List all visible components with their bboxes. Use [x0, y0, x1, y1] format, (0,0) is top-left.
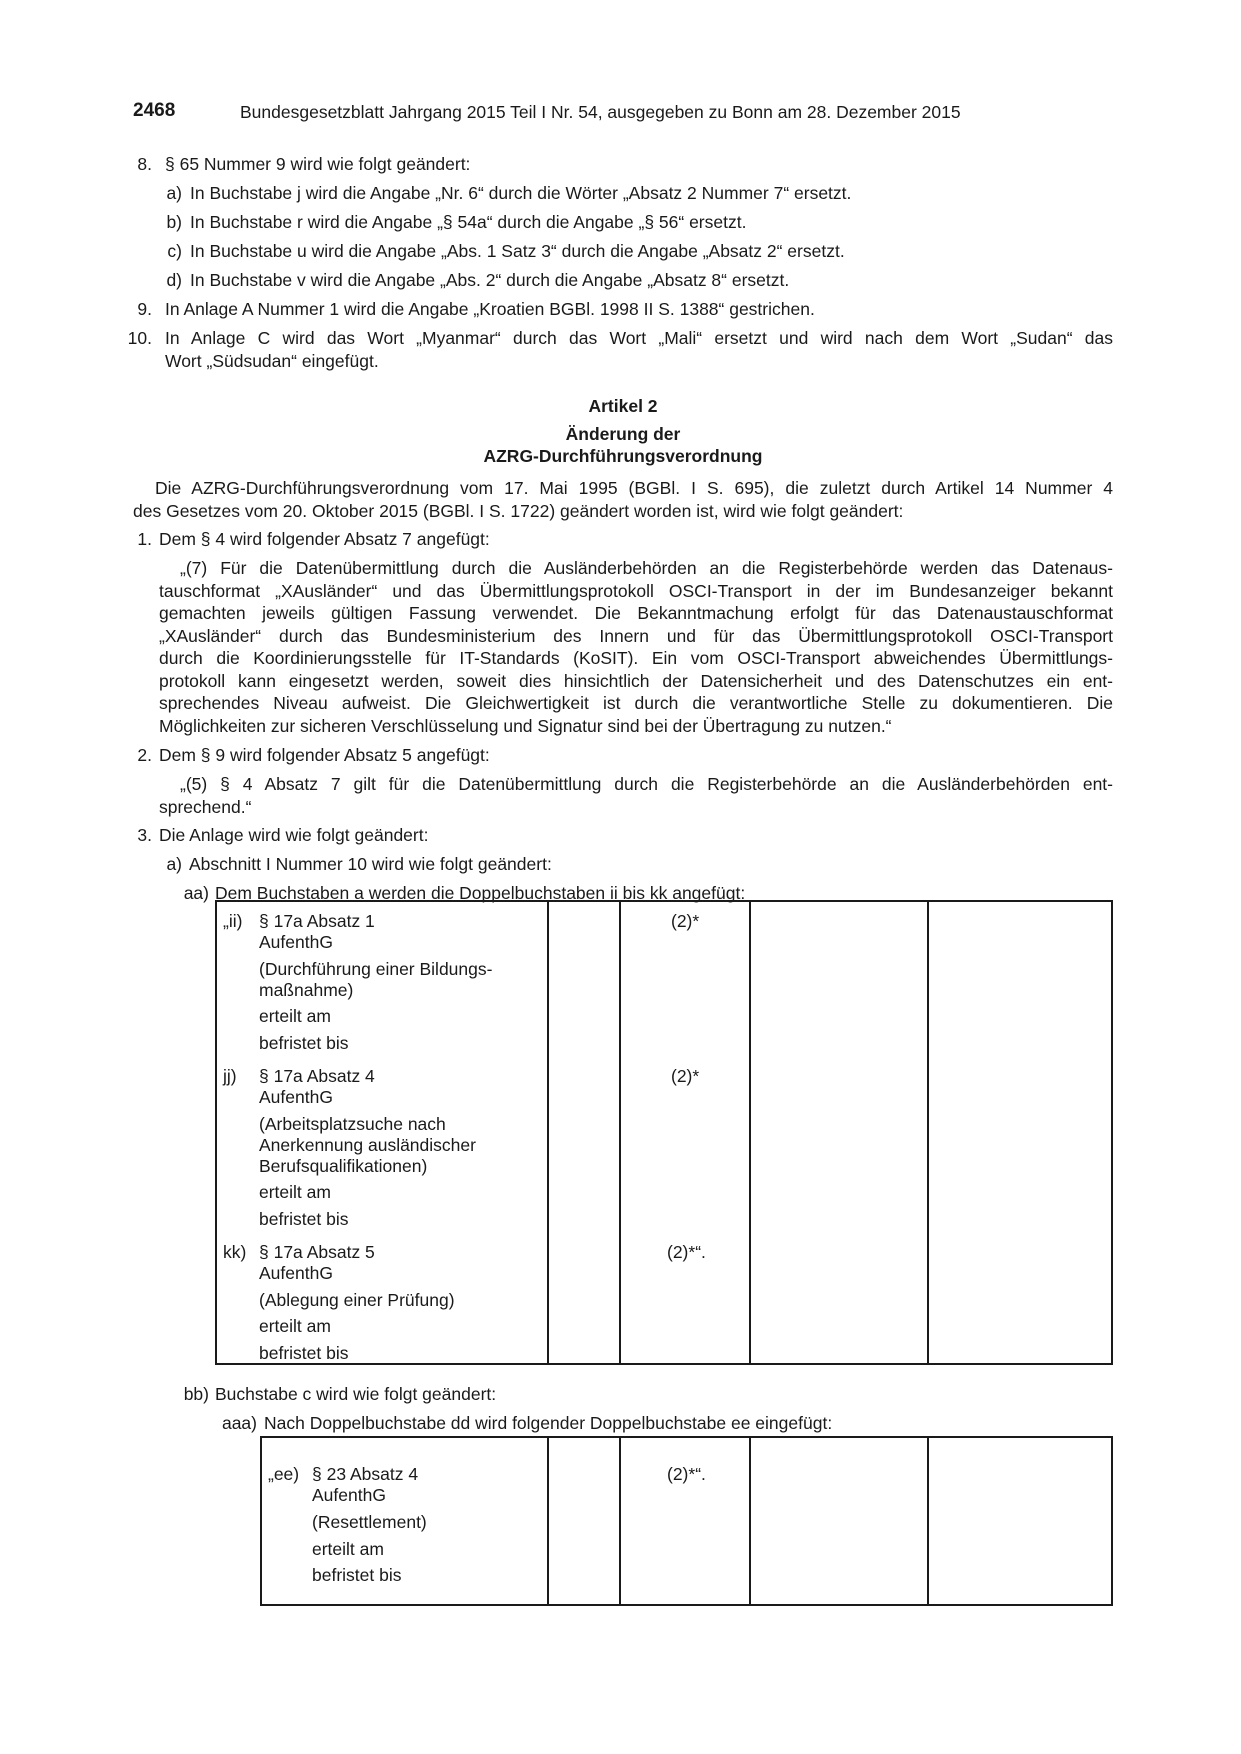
- section-9-text: In Anlage A Nummer 1 wird die Angabe „Kroatien BGBl. 1998 II S. 1388“ gestrichen.: [165, 299, 815, 319]
- entry-jj-desc-3: Berufsqualifikationen): [259, 1156, 428, 1176]
- intro-line-1: Die AZRG-Durchführungsverordnung vom 17. Mai 1995 (BGBl. I S. 695), die zuletzt durch Artikel 14 Nummer 4: [155, 478, 1113, 498]
- section-9-number: 9.: [137, 299, 152, 319]
- quote-line-4: „XAusländer“ durch das Bundesministerium des Innern und für das Übermittlungsprotokoll OSCI-Transport: [159, 625, 1113, 646]
- section-10-line-1: In Anlage C wird das Wort „Myanmar“ durch das Wort „Mali“ ersetzt und wird nach dem Wort „Sudan“ das: [165, 328, 1113, 348]
- entry-kk-desc-1: (Ablegung einer Prüfung): [259, 1290, 455, 1310]
- entry-ii-mark: (2)*: [671, 911, 700, 931]
- intro-line-2: des Gesetzes vom 20. Oktober 2015 (BGBl. I S. 1722) geändert worden ist, wird wie folgt geändert:: [133, 501, 904, 521]
- point-3a-text: Abschnitt I Nummer 10 wird wie folgt geändert:: [189, 854, 552, 874]
- section-8a-label: a): [166, 183, 182, 203]
- section-8b-text: In Buchstabe r wird die Angabe „§ 54a“ durch die Angabe „§ 56“ ersetzt.: [190, 212, 747, 232]
- page-header: [133, 100, 1113, 124]
- section-10-number: 10.: [127, 328, 152, 348]
- entry-jj-line-2: AufenthG: [259, 1087, 333, 1107]
- point-2-text: Dem § 9 wird folgender Absatz 5 angefügt:: [159, 745, 490, 765]
- entry-ee-label: „ee): [268, 1464, 300, 1484]
- entry-jj-issued: erteilt am: [259, 1182, 331, 1202]
- table-2-blank-column-1: [548, 1437, 620, 1605]
- table-2-entry-column: [261, 1437, 548, 1605]
- article-heading: Artikel 2: [588, 396, 658, 416]
- entry-jj-desc-2: Anerkennung ausländischer: [259, 1135, 476, 1155]
- point-3-number: 3.: [137, 825, 152, 845]
- table-1-mark-column: [620, 901, 750, 1364]
- entry-ii-label: „ii): [223, 911, 243, 931]
- point-1-number: 1.: [137, 529, 152, 549]
- entry-kk-issued: erteilt am: [259, 1316, 331, 1336]
- entry-ii-desc-1: (Durchführung einer Bildungs-: [259, 959, 493, 979]
- entry-ii-issued: erteilt am: [259, 1006, 331, 1026]
- point-3bb-text: Buchstabe c wird wie folgt geändert:: [215, 1384, 497, 1404]
- point-2-number: 2.: [137, 745, 152, 765]
- table-doppelbuchstabe-ee: [260, 1436, 1113, 1606]
- table-1-blank-column-1: [548, 901, 620, 1364]
- point-3bb-label: bb): [183, 1384, 209, 1404]
- section-8b-label: b): [166, 212, 182, 232]
- point-3aa-text: Dem Buchstaben a werden die Doppelbuchstaben ii bis kk angefügt:: [215, 883, 746, 903]
- section-8d-label: d): [166, 270, 182, 290]
- entry-ee-line-1: § 23 Absatz 4: [312, 1464, 419, 1484]
- section-8-text: § 65 Nummer 9 wird wie folgt geändert:: [165, 154, 471, 174]
- entry-jj-line-1: § 17a Absatz 4: [259, 1066, 375, 1086]
- article-subheading-2: AZRG-Durchführungsverordnung: [483, 446, 763, 466]
- entry-ee-mark: (2)*“.: [667, 1464, 706, 1484]
- point-3a-label: a): [166, 854, 182, 874]
- entry-kk-label: kk): [223, 1242, 247, 1262]
- section-8c-text: In Buchstabe u wird die Angabe „Abs. 1 Satz 3“ durch die Angabe „Absatz 2“ ersetzt.: [190, 241, 845, 261]
- section-8c-label: c): [167, 241, 182, 261]
- entry-ee-desc-1: (Resettlement): [312, 1512, 427, 1532]
- entry-ee-limited: befristet bis: [312, 1565, 402, 1585]
- entry-kk-line-1: § 17a Absatz 5: [259, 1242, 375, 1262]
- entry-ii-desc-2: maßnahme): [259, 980, 354, 1000]
- section-8a-text: In Buchstabe j wird die Angabe „Nr. 6“ durch die Wörter „Absatz 2 Nummer 7“ ersetzt.: [190, 183, 852, 203]
- entry-kk-limited: befristet bis: [259, 1343, 349, 1363]
- point-1-text: Dem § 4 wird folgender Absatz 7 angefügt:: [159, 529, 490, 549]
- point-2-quote-line-1: „(5) § 4 Absatz 7 gilt für die Datenübermittlung durch die Registerbehörde an die Ausländerbehörden ent-: [180, 774, 1113, 794]
- quote-line-2: tauschformat „XAusländer“ und das Übermittlungsprotokoll OSCI-Transport in der im Bundesanzeiger bekannt: [159, 580, 1113, 601]
- table-2-blank-column-3: [928, 1437, 1112, 1605]
- section-10-line-2: Wort „Südsudan“ eingefügt.: [165, 351, 379, 371]
- table-2-blank-column-2: [750, 1437, 928, 1605]
- quote-line-3: gemachten jeweils gültigen Fassung verwendet. Die Bekanntmachung erfolgt für das Datenaustauschformat: [159, 603, 1113, 623]
- entry-kk-line-2: AufenthG: [259, 1263, 333, 1283]
- section-8-number: 8.: [137, 154, 152, 174]
- entry-kk-mark: (2)*“.: [667, 1242, 706, 1262]
- table-1-blank-column-3: [928, 901, 1112, 1364]
- quote-line-8: Möglichkeiten zur sicheren Verschlüsselung und Signatur sind bei der Übertragung zu nutzen.“: [159, 715, 892, 736]
- quote-line-6: protokoll kann eingesetzt werden, soweit dies hinsichtlich der Datensicherheit und des Datenschutzes ein ent-: [159, 670, 1113, 691]
- table-1-blank-column-2: [750, 901, 928, 1364]
- quote-line-1: „(7) Für die Datenübermittlung durch die Ausländerbehörden an die Registerbehörde werden das Datenaus-: [180, 558, 1113, 578]
- point-3aaa-label: aaa): [221, 1413, 257, 1433]
- entry-jj-mark: (2)*: [671, 1066, 700, 1086]
- entry-jj-label: jj): [223, 1066, 237, 1086]
- entry-jj-limited: befristet bis: [259, 1209, 349, 1229]
- section-8d-text: In Buchstabe v wird die Angabe „Abs. 2“ durch die Angabe „Absatz 8“ ersetzt.: [190, 270, 790, 290]
- page-number: 2468: [133, 100, 176, 121]
- gazette-title: Bundesgesetzblatt Jahrgang 2015 Teil I Nr. 54, ausgegeben zu Bonn am 28. Dezember 2015: [240, 102, 961, 122]
- quote-line-5: durch die Koordinierungsstelle für IT-Standards (KoSIT). Ein vom OSCI-Transport abweichendes Übermittlungs-: [159, 648, 1113, 668]
- entry-ii-line-1: § 17a Absatz 1: [259, 911, 375, 931]
- table-1-entry-column: [216, 901, 548, 1364]
- entry-ii-line-2: AufenthG: [259, 932, 333, 952]
- point-3-text: Die Anlage wird wie folgt geändert:: [159, 825, 429, 845]
- article-subheading-1: Änderung der: [565, 424, 681, 444]
- entry-ee-issued: erteilt am: [312, 1539, 384, 1559]
- point-3aaa-text: Nach Doppelbuchstabe dd wird folgender Doppelbuchstabe ee eingefügt:: [264, 1413, 833, 1433]
- table-2-mark-column: [620, 1437, 750, 1605]
- point-2-quote-line-2: sprechend.“: [159, 796, 252, 817]
- quote-line-7: sprechendes Niveau aufweist. Die Gleichwertigkeit ist durch die verantwortliche Stelle zu dokumentieren. Die: [159, 693, 1113, 713]
- entry-ee-line-2: AufenthG: [312, 1485, 386, 1505]
- table-doppelbuchstaben-ii-kk: [215, 900, 1113, 1365]
- point-3aa-label: aa): [183, 883, 209, 903]
- entry-ii-limited: befristet bis: [259, 1033, 349, 1053]
- entry-jj-desc-1: (Arbeitsplatzsuche nach: [259, 1114, 446, 1134]
